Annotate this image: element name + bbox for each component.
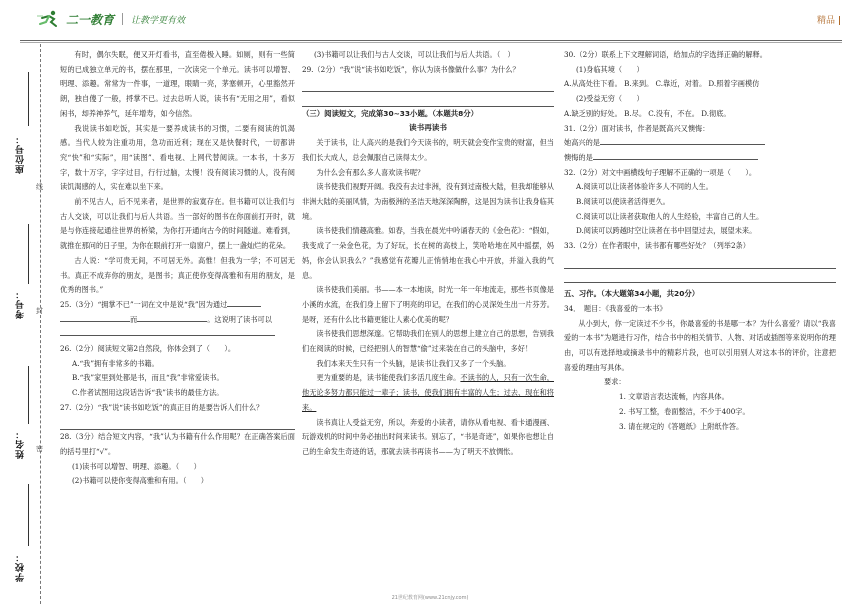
question-28: 28.（3分）结合短文内容，“我”认为书籍有什么作用呢？在正确答案后面的括号里打“√”。 bbox=[60, 432, 295, 456]
question-31: 31.（2分）面对读书，作者是既高兴又懊悔： bbox=[564, 123, 710, 133]
column-right bbox=[564, 48, 836, 434]
sub-question: (1)身临其境（ ） bbox=[576, 64, 644, 74]
passage-title: 读书再读书 bbox=[409, 123, 447, 133]
exam-number-label: 考号： bbox=[16, 289, 26, 319]
question-25 bbox=[60, 298, 295, 342]
passage-paragraph: 读书使我们情趣高雅。如春，当我在晨光中吟诵春天的《金色花》：“假如，我变成了一朵金色花，为了好玩，长在树的高枝上，笑哈哈地在风中摇摆，妈妈，你会认识我么？”我感觉有花瓣儿正悄悄地在我心中开放，并溢入我的气息。 bbox=[302, 226, 554, 280]
question-29: 29.（2分）“我”说“读书如吃饭”，你认为读书像做什么事？为什么？ bbox=[302, 64, 520, 74]
option-row[interactable]: A.缺乏别的好处。 B.尽。 C.没有，不在。 D.彻底。 bbox=[564, 108, 731, 118]
section-heading: 五、习作。（本大题第34小题，共20分） bbox=[564, 289, 700, 299]
seal-dashed-line bbox=[40, 44, 41, 604]
brand-slogan: 让教学更有效 bbox=[131, 15, 186, 26]
writing-prompt: 从小到大，你一定读过不少书，你最喜爱的书是哪一本？为什么喜爱？请以“我喜爱的一本书”为题进行习作，结合书中的相关情节、人物、对话或插图等来说明你的理由，可以有选择地或摘录书中的精彩片段，也可以引用别人对这本书的评价，注意把喜爱的理由写具体。 bbox=[564, 318, 836, 372]
passage-paragraph: 关于读书，让人高兴的是我们今天读书的，明天就会变作宝贵的财富，但当我们长大成人，总会佩服自己读得太少。 bbox=[302, 138, 554, 162]
question-26: 26.（2分）阅读短文第2自然段，你体会到了（ ）。 bbox=[60, 344, 236, 354]
statement-2[interactable]: (2)书籍可以使你变得高雅和有用。（ ） bbox=[72, 476, 208, 486]
answer-blank[interactable] bbox=[593, 159, 758, 160]
column-middle bbox=[302, 48, 554, 460]
badge-divider bbox=[839, 16, 840, 25]
option-b[interactable]: B.阅读可以使读者活得更久。 bbox=[576, 197, 670, 207]
answer-blank[interactable] bbox=[60, 321, 130, 322]
passage-paragraph: 我说读书如吃饭，其实是一要养成读书的习惯，二要有阅读的饥渴感。当代人较为注重功用，急功而近利；现在又是快餐时代，一切都讲究“快”和“实际”，用“读图”、看电视、上网代替阅读。一本书，十多万字，数十万字，字字过目，行行过脑，太慢！没有阅读习惯的人，没有阅读饥渴感的人，实在难以坐下来。 bbox=[60, 123, 295, 192]
question-25-text: 而 bbox=[130, 314, 138, 324]
question-32: 32.（2分）对文中画横线句子理解不正确的一项是（ ）。 bbox=[564, 167, 757, 177]
passage-paragraph: 为什么会有那么多人喜欢读书呢？ bbox=[316, 167, 425, 177]
answer-prompt bbox=[564, 136, 836, 151]
statement-3[interactable]: (3)书籍可以让我们与古人交谈，可以让我们与后人共语。（ ） bbox=[314, 50, 515, 59]
premium-badge-label: 精品 bbox=[816, 16, 835, 26]
seal-char-line: 线 bbox=[36, 183, 43, 191]
question-25-text: 25.（3分）“拥掌不已”一词在文中是说“我”因为通过 bbox=[60, 299, 228, 309]
passage-paragraph: 读书使我们思想深邃。它帮助我们在别人的思想上建立自己的思想，告别我们在阅读的时候，已经把别人的智慧“偷”过来装在自己的头脑中，多好！ bbox=[302, 329, 554, 354]
question-25-text: 。这说明了读书可以 bbox=[207, 314, 272, 324]
answer-line[interactable] bbox=[60, 416, 295, 431]
premium-badge bbox=[817, 13, 840, 26]
page-header bbox=[0, 0, 860, 36]
name-field[interactable] bbox=[28, 366, 29, 424]
school-field[interactable] bbox=[28, 484, 29, 546]
school-label: 学校： bbox=[16, 552, 26, 582]
sub-question: (2)受益无穷（ ） bbox=[576, 94, 644, 104]
option-c[interactable]: C.阅读可以让读者获取他人的人生经验，丰富自己的人生。 bbox=[576, 211, 764, 221]
binding-strip bbox=[0, 44, 50, 606]
prompt-text: 她高兴的是 bbox=[564, 138, 600, 148]
passage-paragraph bbox=[302, 371, 554, 415]
question-34: 34． 题目：《我喜爱的一本书》 bbox=[564, 303, 667, 313]
passage-paragraph: 读书使我们美丽。书——本一本地读，时光一年一年地流走，那些书页像是小溪的水流，在我们身上留下了明亮的印记，在我们的心灵深处生出一片芬芳。是呀，还有什么比书籍更能让人素心优美的呢？ bbox=[302, 285, 554, 324]
answer-blank[interactable] bbox=[60, 335, 275, 336]
passage-paragraph: 读书使我们视野开阔。我没有去过非洲，没有到过南极大陆，但我却能够从非洲大陆的美丽风情，为南极洲的圣洁天地深深陶醉，这是因为读书让我身临其境。 bbox=[302, 182, 554, 221]
answer-line[interactable] bbox=[302, 77, 554, 92]
passage-paragraph: 前不见古人，后不见来者，是世界的寂寞存在。但书籍可以让我们与古人交谈，可以让我们与后人共语。当一部好的图书在你面前打开时，就是与你连接起通往世界的桥梁，为你打开通向古今的时间隧道。难看到，就推在那问的日子里，为你在眼前打开一扇窗户，摆上一盏灿烂的花朵。 bbox=[60, 197, 295, 251]
requirement-item: 1. 文章语言表达流畅，内容具体。 bbox=[619, 392, 729, 402]
passage-paragraph: 读书真让人受益无穷，所以，奔爱的小读者，请你从看电视、看卡通漫画、玩游戏机的时间中务必抽出时间来读书。别忘了，“书是奇迹”，如果你也想让自己的生命发生奇迹的话，那就去读书再读书——为了明天不放惆怅。 bbox=[302, 417, 554, 456]
runner-logo-icon bbox=[36, 10, 62, 28]
answer-blank[interactable] bbox=[600, 144, 765, 145]
seat-number-label: 座位号： bbox=[16, 134, 26, 174]
seal-char-seal: 封 bbox=[36, 307, 43, 315]
brand-name: 二一教育 bbox=[66, 12, 115, 27]
option-row[interactable]: A.从高处往下看。 B.来到。 C.靠近，对着。 D.照着字画模仿 bbox=[564, 79, 760, 89]
passage-text: 更为重要的是，读书能使我们多活几度生命。 bbox=[316, 373, 461, 383]
header-rule-thin bbox=[20, 42, 842, 43]
brand-logo bbox=[36, 10, 185, 28]
option-a[interactable]: A.阅读可以让读者体验许多人不同的人生。 bbox=[576, 182, 713, 192]
answer-line[interactable] bbox=[564, 269, 836, 284]
exam-number-field[interactable] bbox=[28, 224, 29, 284]
answer-line[interactable] bbox=[564, 254, 836, 269]
answer-blank[interactable] bbox=[227, 306, 261, 307]
requirement-item: 3. 请在规定的《答题纸》上附纸作答。 bbox=[619, 421, 744, 431]
statement-1[interactable]: (1)读书可以增智、明理、添趣。（ ） bbox=[72, 461, 201, 471]
passage-paragraph: 我们本来天生只有一个头脑，是读书让我们又多了一个头脑。 bbox=[316, 358, 511, 368]
header-rule bbox=[20, 40, 842, 41]
section-heading: （三）阅读短文，完成第30~33小题。（本题共8分） bbox=[302, 108, 479, 118]
option-a[interactable]: A.“我”拥有非常多的书籍。 bbox=[72, 358, 159, 368]
column-left bbox=[60, 48, 295, 489]
answer-prompt bbox=[564, 151, 836, 166]
seat-number-field[interactable] bbox=[28, 72, 29, 126]
requirements-title: 要求： bbox=[604, 377, 626, 387]
underlined-sentence: 不读书的人，只有一次生命，他无论多努力都只能过一辈子；读书，使我们拥有丰富的人生；过去、现在和将来。 bbox=[302, 373, 554, 412]
question-27: 27.（2分）“我”说“读书如吃饭”的真正目的是要告诉人们什么？ bbox=[60, 402, 264, 412]
question-33: 33.（2分）在作者眼中，读书都有哪些好处？（列举2条） bbox=[564, 241, 750, 251]
option-d[interactable]: D.阅读可以跨越时空让读者在书中回望过去，展望未来。 bbox=[576, 226, 757, 236]
requirement-item: 2. 书写工整，卷面整洁，不少于400字。 bbox=[619, 406, 750, 416]
answer-blank[interactable] bbox=[137, 321, 207, 322]
prompt-text: 懊悔的是 bbox=[564, 152, 593, 162]
passage-paragraph: 有时，偶尔失眠，便又开灯看书，直至倦极入睡。如厕，则有一些简短的已成独立单元的书，摆在那里，一次读完一个单元。读书可以增智、明理、添趣。常常为一件事，一道理，眼睛一亮，茅塞顿开，心里豁然开朗，独自傻了一般，捋掌不已。过去总听人说，读书有“无用之用”，看似闲书，却养神养气，延年增寿，如今信然。 bbox=[60, 50, 295, 118]
page-footer: 21世纪教育网(www.21cnjy.com) bbox=[391, 595, 469, 601]
question-30: 30.（2分）联系上下文理解词语，给加点的字选择正确的解释。 bbox=[564, 50, 767, 59]
seal-char-secret: 密 bbox=[36, 445, 43, 453]
option-b[interactable]: B.“我”家里到处都是书，而且“我”非常爱读书。 bbox=[72, 373, 224, 383]
logo-divider bbox=[122, 13, 123, 25]
answer-line[interactable] bbox=[302, 92, 554, 107]
passage-paragraph: 古人说：“学可贵无间，不可居无外。高惟！但我为一学；不可居无书。真正不成弃你的朋友，是图书；真正使你变得高雅和有用的朋友，是优秀的图书。” bbox=[60, 255, 295, 295]
name-label: 姓名： bbox=[16, 429, 26, 459]
option-c[interactable]: C.作者试图用这段话告诉“我”读书的最佳方法。 bbox=[72, 388, 224, 398]
